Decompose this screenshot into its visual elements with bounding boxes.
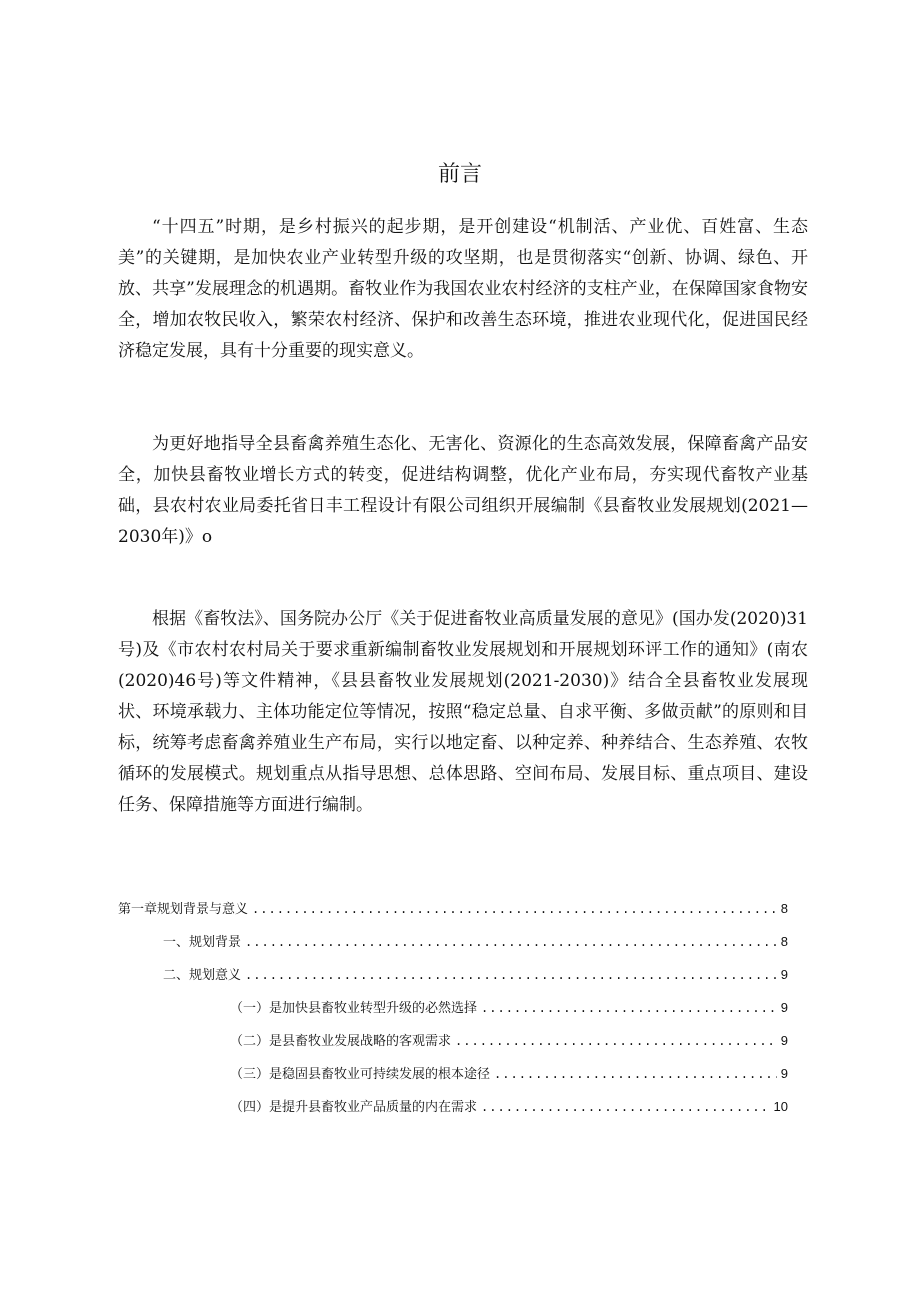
toc-entry-subsection-2[interactable] xyxy=(118,1024,788,1057)
toc-entry-page: 9 xyxy=(780,967,788,982)
toc-entry-page: 8 xyxy=(780,934,788,949)
preface-paragraph-2 xyxy=(118,429,808,553)
toc-entry-page: 10 xyxy=(773,1099,788,1114)
toc-entry-subsection-4[interactable] xyxy=(118,1090,788,1123)
toc-entry-title: （二）是县畜牧业发展战略的客观需求 xyxy=(230,1034,452,1049)
toc-leader-dots xyxy=(245,959,777,992)
toc-entry-title: 一、规划背景 xyxy=(163,935,242,950)
toc-leader-dots xyxy=(481,1091,770,1124)
toc-entry-page: 9 xyxy=(780,1000,788,1015)
toc-entry-page: 9 xyxy=(780,1033,788,1048)
toc-entry-title: 二、规划意义 xyxy=(163,968,242,983)
page-title: 前言 xyxy=(437,162,482,187)
toc-entry-section-2[interactable] xyxy=(118,958,788,991)
toc-entry-title: （一）是加快县畜牧业转型升级的必然选择 xyxy=(230,1001,478,1016)
toc-leader-dots xyxy=(481,992,777,1025)
preface-paragraph-1 xyxy=(118,212,808,367)
toc-leader-dots xyxy=(494,1058,777,1091)
toc-leader-dots xyxy=(252,893,777,926)
paragraph-text: 为更好地指导全县畜禽养殖生态化、无害化、资源化的生态高效发展，保障畜禽产品安全，加快县畜牧业增长方式的转变，促进结构调整，优化产业布局，夯实现代畜牧产业基础，县农村农业局委托省日丰工程设计有限公司组织开展编制《县畜牧业发展规划(2021—2030年)》o xyxy=(118,434,808,547)
paragraph-text: “十四五”时期，是乡村振兴的起步期，是开创建设“机制活、产业优、百姓富、生态美”的关键期，是加快农业产业转型升级的攻坚期，也是贯彻落实“创新、协调、绿色、开放、共享”发展理念的机遇期。畜牧业作为我国农业农村经济的支柱产业，在保障国家食物安全，增加农牧民收入，繁荣农村经济、保护和改善生态环境，推进农业现代化，促进国民经济稳定发展，具有十分重要的现实意义。 xyxy=(118,217,808,361)
toc-entry-title: （四）是提升县畜牧业产品质量的内在需求 xyxy=(230,1100,478,1115)
toc-entry-section-1[interactable] xyxy=(118,925,788,958)
toc-leader-dots xyxy=(455,1025,777,1058)
toc-entry-title: 第一章规划背景与意义 xyxy=(118,902,249,917)
preface-paragraph-3 xyxy=(118,604,808,821)
toc-entry-subsection-1[interactable] xyxy=(118,991,788,1024)
toc-entry-chapter-1[interactable] xyxy=(118,892,788,925)
toc-entry-page: 9 xyxy=(780,1066,788,1081)
toc-leader-dots xyxy=(245,926,777,959)
table-of-contents xyxy=(118,892,788,1123)
toc-entry-title: （三）是稳固县畜牧业可持续发展的根本途径 xyxy=(230,1067,491,1082)
toc-entry-subsection-3[interactable] xyxy=(118,1057,788,1090)
toc-entry-page: 8 xyxy=(780,901,788,916)
paragraph-text: 根据《畜牧法》、国务院办公厅《关于促进畜牧业高质量发展的意见》(国办发(2020)31号)及《市农村农村局关于要求重新编制畜牧业发展规划和开展规划环评工作的通知》(南农(2020)46号)等文件精神，《县县畜牧业发展规划(2021-2030)》结合全县畜牧业发展现状、环境承载力、主体功能定位等情况，按照“稳定总量、自求平衡、多做贡献”的原则和目标，统筹考虑畜禽养殖业生产布局，实行以地定畜、以种定养、种养结合、生态养殖、农牧循环的发展模式。规划重点从指导思想、总体思路、空间布局、发展目标、重点项目、建设任务、保障措施等方面进行编制。 xyxy=(118,609,808,815)
